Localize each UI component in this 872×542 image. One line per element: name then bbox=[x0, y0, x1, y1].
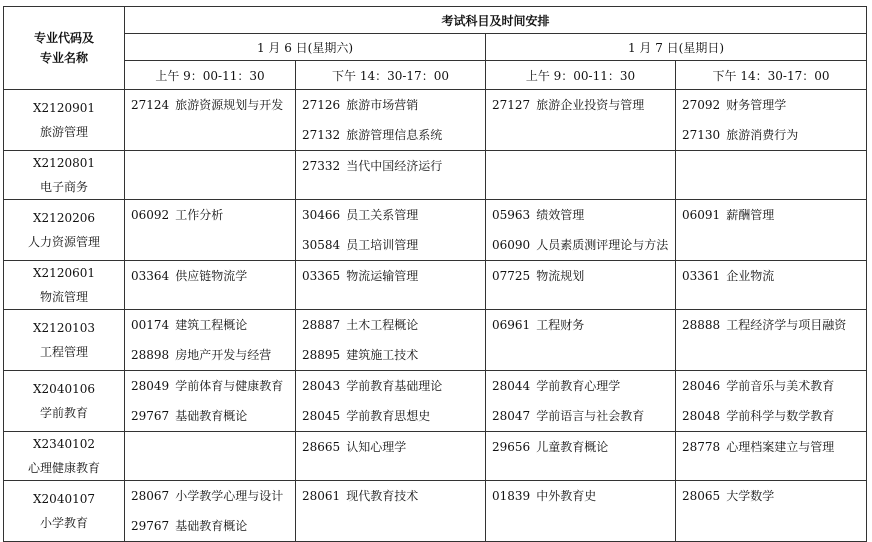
course-name: 认知心理学 bbox=[346, 440, 407, 454]
course-name: 学前教育思想史 bbox=[346, 409, 431, 423]
course-code: 30466 bbox=[302, 208, 341, 222]
schedule-body bbox=[4, 90, 867, 542]
major-cell bbox=[4, 371, 125, 432]
course-entry bbox=[296, 200, 485, 230]
course-name: 房地产开发与经营 bbox=[175, 348, 272, 362]
course-code: 27130 bbox=[682, 128, 721, 142]
course-code: 01839 bbox=[492, 489, 531, 503]
course-entry bbox=[676, 200, 866, 230]
major-name: 物流管理 bbox=[39, 290, 88, 304]
schedule-cell-d1am bbox=[125, 481, 296, 542]
course-code: 28895 bbox=[302, 348, 341, 362]
course-entry bbox=[486, 432, 675, 462]
course-code: 27126 bbox=[302, 98, 341, 112]
schedule-cell-d1pm bbox=[296, 261, 486, 310]
major-code: X2120801 bbox=[33, 156, 95, 170]
major-name: 心理健康教育 bbox=[27, 461, 100, 475]
course-entry bbox=[486, 200, 675, 230]
course-code: 27127 bbox=[492, 98, 531, 112]
course-name: 薪酬管理 bbox=[726, 208, 775, 222]
day2-pm-header: 下午 14：30-17：00 bbox=[676, 61, 867, 90]
course-name: 旅游市场营销 bbox=[346, 98, 419, 112]
schedule-cell-d2pm bbox=[676, 481, 867, 542]
course-name: 基础教育概论 bbox=[175, 519, 248, 533]
schedule-cell-d2am bbox=[486, 432, 676, 481]
major-code: X2040106 bbox=[33, 382, 95, 396]
major-code: X2120103 bbox=[33, 321, 95, 335]
course-code: 28778 bbox=[682, 440, 721, 454]
major-code: X2120206 bbox=[33, 211, 95, 225]
major-cell bbox=[4, 310, 125, 371]
course-name: 工程财务 bbox=[536, 318, 585, 332]
course-code: 06090 bbox=[492, 238, 531, 252]
course-entry bbox=[486, 371, 675, 401]
course-code: 28048 bbox=[682, 409, 721, 423]
schedule-cell-d2am bbox=[486, 261, 676, 310]
course-entry bbox=[486, 310, 675, 340]
course-name: 人员素质测评理论与方法 bbox=[536, 238, 669, 252]
table-row bbox=[4, 200, 867, 261]
course-name: 学前语言与社会教育 bbox=[536, 409, 645, 423]
course-entry bbox=[125, 511, 295, 541]
schedule-cell-d2pm bbox=[676, 432, 867, 481]
table-row bbox=[4, 310, 867, 371]
course-entry bbox=[676, 371, 866, 401]
course-name: 物流规划 bbox=[536, 269, 585, 283]
schedule-cell-d1am bbox=[125, 200, 296, 261]
course-code: 03364 bbox=[131, 269, 170, 283]
major-name: 小学教育 bbox=[39, 516, 88, 530]
major-name: 人力资源管理 bbox=[27, 235, 100, 249]
schedule-cell-d2pm bbox=[676, 151, 867, 200]
course-code: 28046 bbox=[682, 379, 721, 393]
major-name: 学前教育 bbox=[39, 406, 88, 420]
course-entry bbox=[676, 401, 866, 431]
course-name: 旅游企业投资与管理 bbox=[536, 98, 645, 112]
schedule-cell-d1am bbox=[125, 90, 296, 151]
course-entry bbox=[296, 432, 485, 462]
table-title: 考试科目及时间安排 bbox=[125, 7, 867, 34]
major-name: 工程管理 bbox=[39, 345, 88, 359]
schedule-cell-d1pm bbox=[296, 432, 486, 481]
course-code: 27092 bbox=[682, 98, 721, 112]
course-entry bbox=[296, 310, 485, 340]
table-row bbox=[4, 261, 867, 310]
table-row bbox=[4, 371, 867, 432]
course-entry bbox=[676, 481, 866, 511]
course-entry bbox=[296, 340, 485, 370]
course-code: 28044 bbox=[492, 379, 531, 393]
course-entry bbox=[296, 261, 485, 291]
course-entry bbox=[296, 120, 485, 150]
course-entry bbox=[676, 120, 866, 150]
schedule-cell-d2pm bbox=[676, 371, 867, 432]
course-name: 当代中国经济运行 bbox=[346, 159, 443, 173]
schedule-cell-d1pm bbox=[296, 481, 486, 542]
course-entry bbox=[486, 90, 675, 120]
course-entry bbox=[125, 371, 295, 401]
course-code: 28043 bbox=[302, 379, 341, 393]
course-entry bbox=[125, 261, 295, 291]
schedule-cell-d2am bbox=[486, 200, 676, 261]
course-entry bbox=[486, 481, 675, 511]
major-name: 旅游管理 bbox=[39, 125, 88, 139]
course-name: 物流运输管理 bbox=[346, 269, 419, 283]
course-code: 29767 bbox=[131, 519, 170, 533]
course-code: 27132 bbox=[302, 128, 341, 142]
course-name: 建筑工程概论 bbox=[175, 318, 248, 332]
course-code: 28045 bbox=[302, 409, 341, 423]
course-entry bbox=[296, 371, 485, 401]
course-name: 土木工程概论 bbox=[346, 318, 419, 332]
exam-schedule-table bbox=[3, 6, 867, 542]
course-name: 工作分析 bbox=[175, 208, 224, 222]
course-name: 大学数学 bbox=[726, 489, 775, 503]
schedule-cell-d2pm bbox=[676, 200, 867, 261]
course-entry bbox=[296, 90, 485, 120]
course-code: 06961 bbox=[492, 318, 531, 332]
course-code: 28665 bbox=[302, 440, 341, 454]
day2-header: 1 月 7 日(星期日) bbox=[486, 34, 867, 61]
course-entry bbox=[125, 481, 295, 511]
schedule-cell-d1am bbox=[125, 261, 296, 310]
course-code: 06091 bbox=[682, 208, 721, 222]
course-name: 建筑施工技术 bbox=[346, 348, 419, 362]
major-code: X2120901 bbox=[33, 101, 95, 115]
course-name: 学前体育与健康教育 bbox=[175, 379, 284, 393]
course-name: 学前教育基础理论 bbox=[346, 379, 443, 393]
schedule-cell-d1pm bbox=[296, 90, 486, 151]
schedule-cell-d1am bbox=[125, 371, 296, 432]
course-name: 旅游管理信息系统 bbox=[346, 128, 443, 142]
schedule-cell-d2am bbox=[486, 481, 676, 542]
course-name: 小学教学心理与设计 bbox=[175, 489, 284, 503]
course-code: 28898 bbox=[131, 348, 170, 362]
course-name: 学前科学与数学教育 bbox=[726, 409, 835, 423]
day1-pm-header: 下午 14：30-17：00 bbox=[296, 61, 486, 90]
schedule-cell-d1am bbox=[125, 310, 296, 371]
schedule-cell-d1am bbox=[125, 432, 296, 481]
day2-am-header: 上午 9：00-11：30 bbox=[486, 61, 676, 90]
course-name: 学前音乐与美术教育 bbox=[726, 379, 835, 393]
course-code: 03361 bbox=[682, 269, 721, 283]
schedule-cell-d2pm bbox=[676, 90, 867, 151]
major-cell bbox=[4, 261, 125, 310]
course-code: 00174 bbox=[131, 318, 170, 332]
schedule-cell-d1pm bbox=[296, 151, 486, 200]
course-name: 旅游资源规划与开发 bbox=[175, 98, 284, 112]
course-name: 供应链物流学 bbox=[175, 269, 248, 283]
schedule-cell-d2pm bbox=[676, 261, 867, 310]
course-code: 27332 bbox=[302, 159, 341, 173]
major-header-line2: 专业名称 bbox=[39, 51, 88, 65]
schedule-cell-d2pm bbox=[676, 310, 867, 371]
course-name: 心理档案建立与管理 bbox=[726, 440, 835, 454]
course-code: 28061 bbox=[302, 489, 341, 503]
major-code: X2040107 bbox=[33, 492, 95, 506]
course-entry bbox=[676, 432, 866, 462]
course-name: 绩效管理 bbox=[536, 208, 585, 222]
major-name: 电子商务 bbox=[39, 180, 88, 194]
major-cell bbox=[4, 432, 125, 481]
schedule-cell-d1pm bbox=[296, 200, 486, 261]
schedule-cell-d2am bbox=[486, 90, 676, 151]
course-code: 07725 bbox=[492, 269, 531, 283]
course-name: 旅游消费行为 bbox=[726, 128, 799, 142]
major-cell bbox=[4, 200, 125, 261]
course-code: 03365 bbox=[302, 269, 341, 283]
major-column-header bbox=[4, 7, 125, 90]
schedule-cell-d1pm bbox=[296, 371, 486, 432]
course-name: 企业物流 bbox=[726, 269, 775, 283]
course-name: 基础教育概论 bbox=[175, 409, 248, 423]
major-cell bbox=[4, 151, 125, 200]
course-entry bbox=[296, 481, 485, 511]
day1-am-header: 上午 9：00-11：30 bbox=[125, 61, 296, 90]
schedule-cell-d2am bbox=[486, 310, 676, 371]
major-header-line1: 专业代码及 bbox=[33, 31, 94, 45]
course-entry bbox=[676, 90, 866, 120]
course-code: 28065 bbox=[682, 489, 721, 503]
table-row bbox=[4, 432, 867, 481]
course-code: 28887 bbox=[302, 318, 341, 332]
schedule-cell-d1am bbox=[125, 151, 296, 200]
course-code: 29767 bbox=[131, 409, 170, 423]
schedule-cell-d1pm bbox=[296, 310, 486, 371]
course-name: 财务管理学 bbox=[726, 98, 787, 112]
course-entry bbox=[486, 230, 675, 260]
course-name: 现代教育技术 bbox=[346, 489, 419, 503]
major-cell bbox=[4, 90, 125, 151]
course-entry bbox=[676, 261, 866, 291]
course-entry bbox=[125, 200, 295, 230]
course-entry bbox=[125, 310, 295, 340]
course-entry bbox=[125, 90, 295, 120]
course-code: 06092 bbox=[131, 208, 170, 222]
course-code: 27124 bbox=[131, 98, 170, 112]
major-cell bbox=[4, 481, 125, 542]
course-name: 员工关系管理 bbox=[346, 208, 419, 222]
schedule-cell-d2am bbox=[486, 371, 676, 432]
major-code: X2340102 bbox=[33, 437, 95, 451]
course-code: 28047 bbox=[492, 409, 531, 423]
course-name: 儿童教育概论 bbox=[536, 440, 609, 454]
day1-header: 1 月 6 日(星期六) bbox=[125, 34, 486, 61]
course-code: 28067 bbox=[131, 489, 170, 503]
course-code: 30584 bbox=[302, 238, 341, 252]
course-code: 28049 bbox=[131, 379, 170, 393]
course-code: 05963 bbox=[492, 208, 531, 222]
course-entry bbox=[676, 310, 866, 340]
course-name: 学前教育心理学 bbox=[536, 379, 621, 393]
course-code: 29656 bbox=[492, 440, 531, 454]
course-entry bbox=[296, 401, 485, 431]
course-entry bbox=[125, 401, 295, 431]
course-code: 28888 bbox=[682, 318, 721, 332]
course-entry bbox=[486, 261, 675, 291]
course-entry bbox=[486, 401, 675, 431]
course-name: 中外教育史 bbox=[536, 489, 597, 503]
table-row bbox=[4, 90, 867, 151]
course-entry bbox=[296, 151, 485, 181]
table-row bbox=[4, 151, 867, 200]
course-entry bbox=[125, 340, 295, 370]
course-name: 员工培训管理 bbox=[346, 238, 419, 252]
table-row bbox=[4, 481, 867, 542]
course-name: 工程经济学与项目融资 bbox=[726, 318, 847, 332]
major-code: X2120601 bbox=[33, 266, 95, 280]
schedule-cell-d2am bbox=[486, 151, 676, 200]
course-entry bbox=[296, 230, 485, 260]
